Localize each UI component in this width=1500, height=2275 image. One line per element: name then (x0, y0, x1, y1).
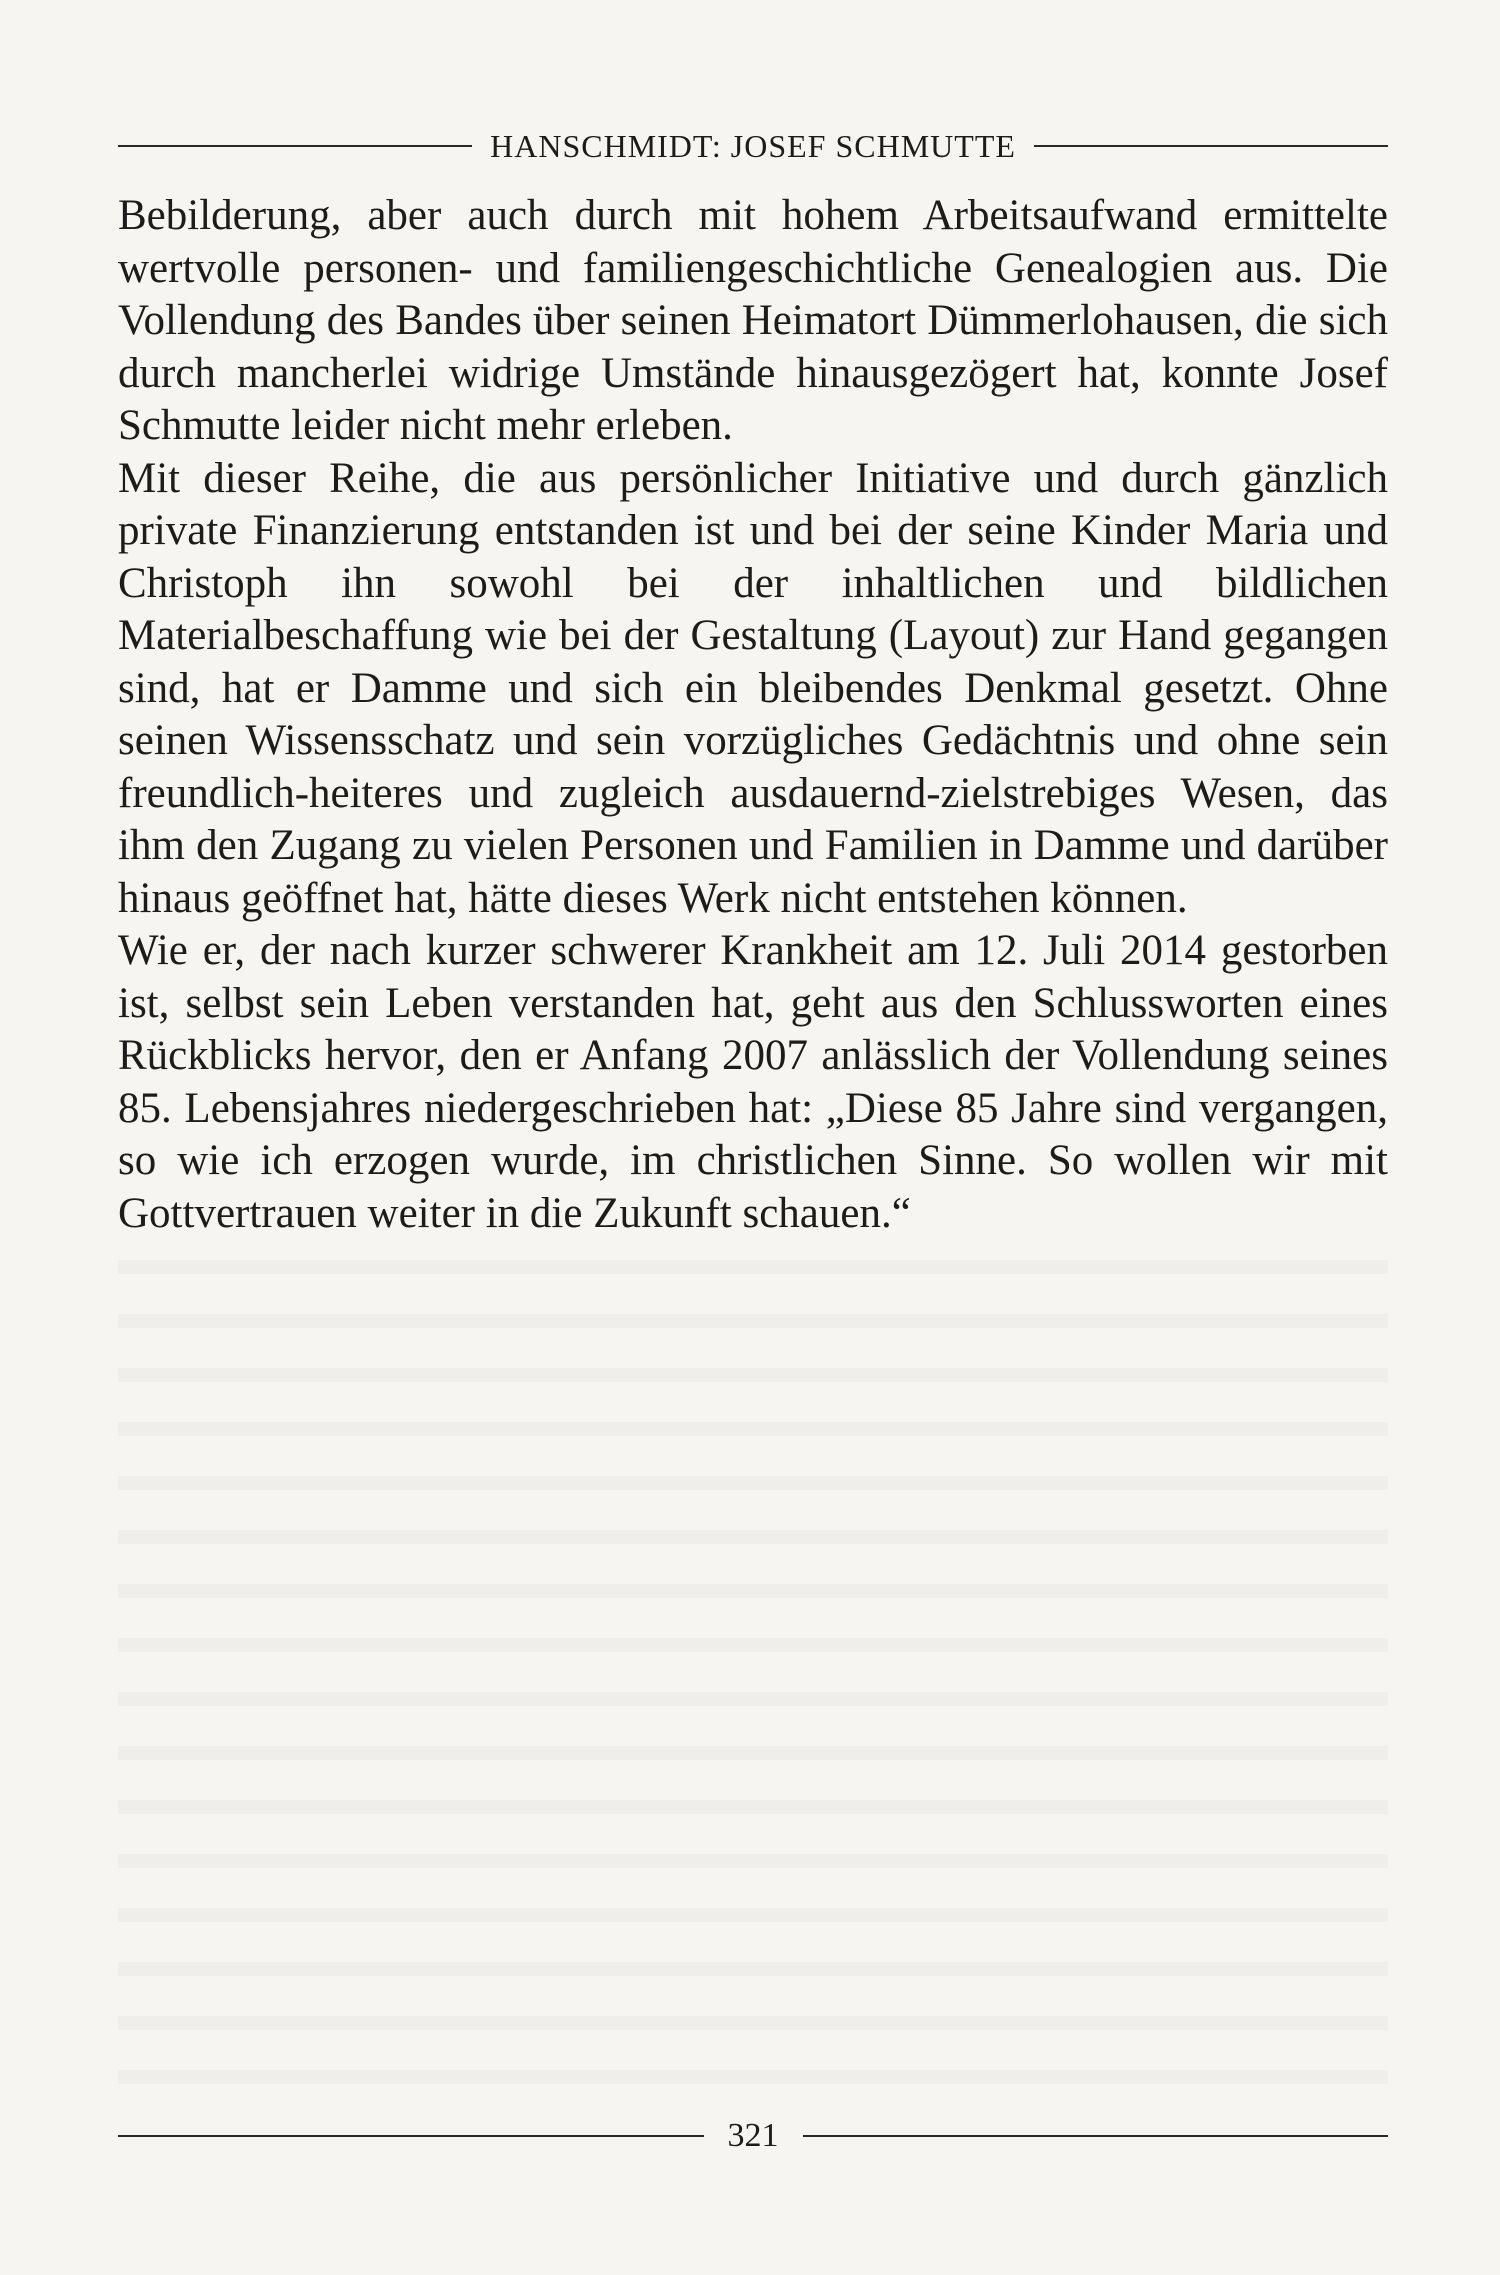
bleed-line (118, 1706, 1388, 1760)
bleed-line (118, 1922, 1388, 1976)
running-title: HANSCHMIDT: JOSEF SCHMUTTE (490, 127, 1016, 164)
page-number: 321 (727, 2117, 779, 2154)
bleed-line (118, 1544, 1388, 1598)
paragraph: Mit dieser Reihe, die aus persönlicher Initiative und durch gänzlich private Finanzierung entstanden ist und bei der seine Kinder Maria und Christoph ihn sowohl bei der inhaltlichen und bildlichen Materialbeschaffung wie bei der Gestaltung (Layout) zur Hand gegangen sind, hat er Damme und sich ein bleibendes Denkmal gesetzt. Ohne seinen Wissensschatz und sein vorzügliches Gedächtnis und ohne sein freundlich-heiteres und zugleich ausdauernd-zielstrebiges Wesen, das ihm den Zugang zu vielen Personen und Familien in Damme und darüber hinaus geöffnet hat, hätte dieses Werk nicht entstehen können. (118, 454, 1388, 922)
bleed-line (118, 1382, 1388, 1436)
body-text (118, 190, 1388, 1240)
bleed-line (118, 1976, 1388, 2030)
bleed-line (118, 2030, 1388, 2084)
bleed-line (118, 1760, 1388, 1814)
footer-rule-right (803, 2135, 1389, 2137)
bleed-line (118, 1814, 1388, 1868)
paragraph: Bebilderung, aber auch durch mit hohem Arbeitsaufwand ermittelte wertvolle personen- und familiengeschichtliche Genealogien aus. Die Vollendung des Bandes über seinen Heimatort Dümmerlohausen, die sich durch mancherlei widrige Umstände hinausgezögert hat, konnte Josef Schmutte leider nicht mehr erleben. (118, 192, 1388, 449)
bleed-line (118, 1868, 1388, 1922)
footer-rule-left (118, 2135, 704, 2137)
bleed-through-texture (118, 1220, 1388, 2090)
page-footer (118, 2110, 1388, 2162)
bleed-line (118, 1328, 1388, 1382)
bleed-line (118, 1490, 1388, 1544)
header-rule-left (118, 145, 472, 147)
bleed-line (118, 1436, 1388, 1490)
bleed-line (118, 1598, 1388, 1652)
bleed-line (118, 1274, 1388, 1328)
header-rule-right (1034, 145, 1388, 147)
paragraph: Wie er, der nach kurzer schwerer Krankheit am 12. Juli 2014 gestorben ist, selbst sein Leben verstanden hat, geht aus den Schlussworten eines Rückblicks hervor, den er Anfang 2007 anlässlich der Vollendung seines 85. Lebensjahres niedergeschrieben hat: „Diese 85 Jahre sind vergangen, so wie ich erzogen wurde, im christlichen Sinne. So wollen wir mit Gottvertrauen weiter in die Zukunft schauen.“ (118, 927, 1388, 1237)
running-header (118, 120, 1388, 172)
bleed-line (118, 1652, 1388, 1706)
